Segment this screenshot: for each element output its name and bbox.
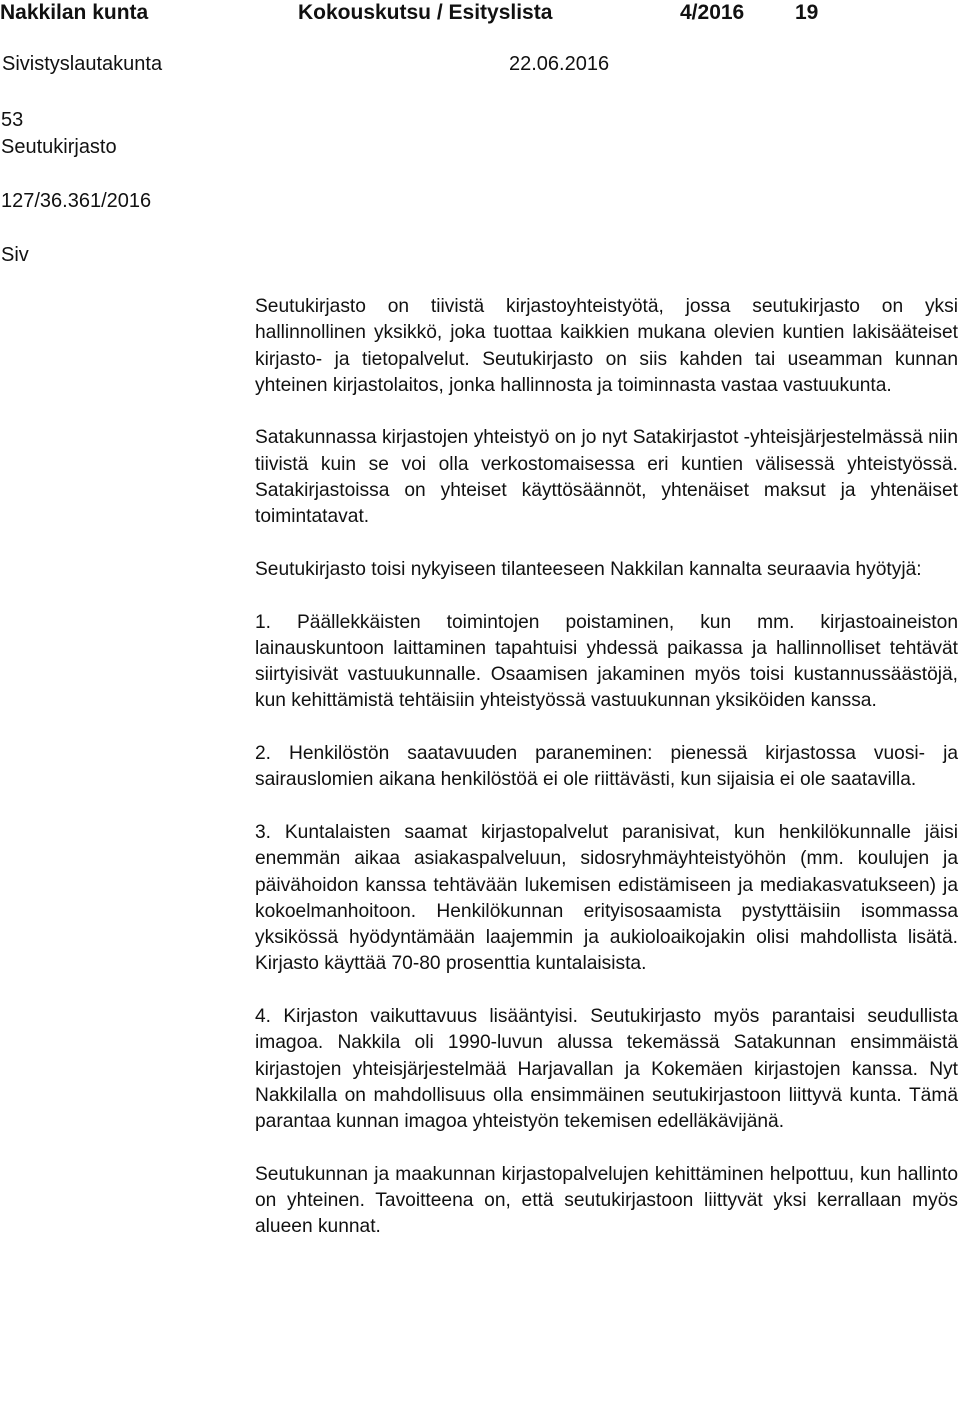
- document-type: Kokouskutsu / Esityslista: [298, 1, 553, 24]
- paragraph: 4. Kirjaston vaikuttavuus lisääntyisi. Seutukirjasto myös parantaisi seudullista imagoa. Nakkila oli 1990-luvun alussa tekemässä Satakunnan ensimmäistä kirjastojen yhteisjärjestelmää Harjavallan ja Kokemäen kirjastojen kanssa. Nyt Nakkilalla on mahdollisuus olla ensimmäinen seutukirjastoon liittyvä kunta. Tämä parantaa kunnan imagoa yhteistyön tekemisen edelläkävijänä.: [255, 1006, 958, 1133]
- item-preparer: Siv: [1, 244, 29, 266]
- page-number: 19: [795, 1, 819, 24]
- municipality-name: Nakkilan kunta: [0, 1, 149, 24]
- paragraph: Seutukunnan ja maakunnan kirjastopalvelujen kehittäminen helpottuu, kun hallinto on yhteinen. Tavoitteena on, että seutukirjastoon liittyvät yksi kerrallaan myös alueen kunnat.: [255, 1163, 958, 1238]
- paragraph: 3. Kuntalaisten saamat kirjastopalvelut paranisivat, kun henkilökunnalle jäisi enemmän aikaa asiakaspalveluun, sidosryhmäyhteistyöhön (mm. koulujen ja päivähoidon kanssa tehtävään lukemisen edistämiseen ja mediakasvatukseen) ja kokoelmanhoitoon. Henkilökunnan erityisosaamista pystyttäisiin isommassa yksikössä hyödyntämään laajemmin ja aukioloaikojakin olisi mahdollista lisätä. Kirjasto käyttää 70-80 prosenttia kuntalaisista.: [255, 821, 958, 975]
- paragraph: Satakunnassa kirjastojen yhteistyö on jo nyt Satakirjastot -yhteisjärjestelmässä niin tiivistä kuin se voi olla verkostomaisessa eri kuntien välisessä yhteistyössä. Satakirjastoissa on yhteiset käyttösäännöt, yhtenäiset maksut ja yhtenäiset toimintatavat.: [255, 427, 958, 528]
- item-reference: 127/36.361/2016: [1, 190, 152, 212]
- item-title: Seutukirjasto: [1, 136, 117, 158]
- paragraph: 2. Henkilöstön saatavuuden paraneminen: pienessä kirjastossa vuosi- ja sairauslomien aikana henkilöstöä ei ole riittävästi, kun sijaisia ei ole saatavilla.: [255, 743, 958, 791]
- issue-number: 4/2016: [680, 1, 745, 24]
- paragraph: Seutukirjasto on tiivistä kirjastoyhteistyötä, jossa seutukirjasto on yksi hallinnollinen yksikkö, joka tuottaa kaikkien mukana olevien kuntien lakisääteiset kirjasto- ja tietopalvelut. Seutukirjasto on siis kahden tai useamman kunnan yhteinen kirjastolaitos, jonka hallinnosta ja toiminnasta vastaa vastuukunta.: [255, 296, 958, 396]
- meeting-date: 22.06.2016: [509, 53, 610, 75]
- board-name: Sivistyslautakunta: [2, 53, 163, 75]
- item-number: 53: [1, 109, 24, 131]
- item-body: [255, 294, 958, 1267]
- paragraph: Seutukirjasto toisi nykyiseen tilanteeseen Nakkilan kannalta seuraavia hyötyjä:: [255, 558, 922, 580]
- paragraph: 1. Päällekkäisten toimintojen poistaminen, kun mm. kirjastoaineiston lainauskuntoon laittaminen tapahtuisi yhdessä paikassa ja hallinnolliset tehtävät siirtyisivät vastuukunnalle. Osaamisen jakaminen myös toisi kustannussäästöjä, kun kehittämistä tehtäisiin yhteistyössä vastuukunnan yksiköiden kanssa.: [255, 611, 958, 712]
